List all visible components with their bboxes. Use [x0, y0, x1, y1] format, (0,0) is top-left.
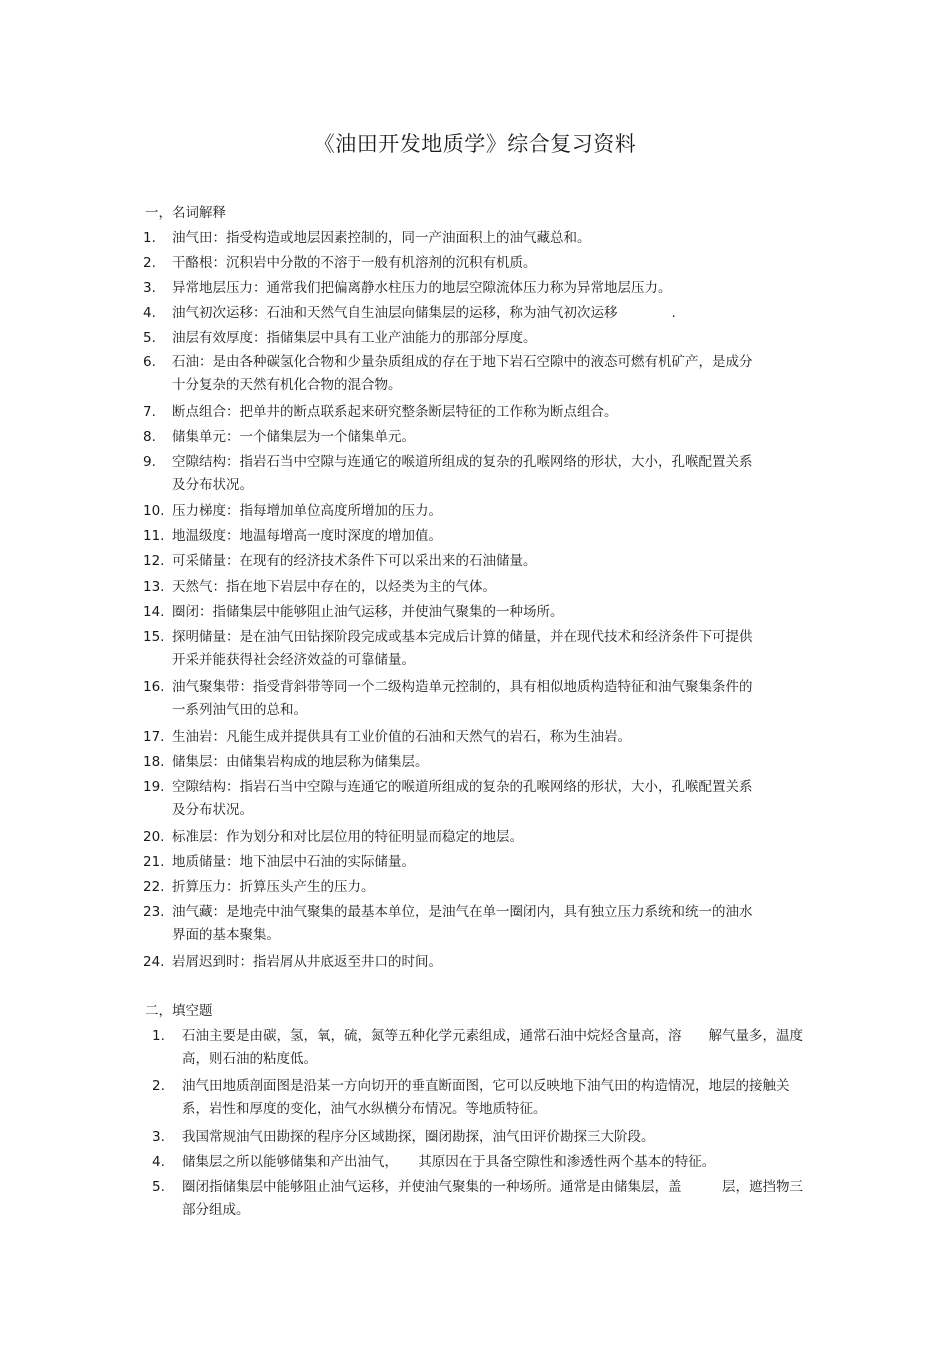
term-text: 油气田：指受构造或地层因素控制的，同一产油面积上的油气藏总和。: [172, 230, 591, 246]
term-number: 9.: [143, 454, 156, 470]
term-text: 油气聚集带：指受背斜带等同一个二级构造单元控制的，具有相似地质构造特征和油气聚集条件的一系列油气田的总和。: [172, 679, 753, 718]
term-text: 天然气：指在地下岩层中存在的，以烃类为主的气体。: [172, 579, 496, 595]
term-text: 空隙结构：指岩石当中空隙与连通它的喉道所组成的复杂的孔喉网络的形状，大小，孔喉配置关系及分布状况。: [172, 454, 753, 493]
term-item: [143, 951, 753, 974]
term-text: 岩屑迟到时：指岩屑从井底返至井口的时间。: [172, 954, 442, 970]
fill-number: 3.: [152, 1129, 165, 1145]
term-item: [143, 851, 753, 874]
term-number: 4.: [143, 305, 156, 321]
term-number: 12.: [143, 553, 165, 569]
term-number: 7.: [143, 404, 156, 420]
term-number: 22.: [143, 879, 165, 895]
term-number: 14.: [143, 604, 165, 620]
fill-number: 5.: [152, 1179, 165, 1195]
document-title: 《油田开发地质学》综合复习资料: [313, 132, 637, 156]
term-item: [143, 576, 753, 599]
term-item: [143, 776, 753, 822]
term-text: 标准层：作为划分和对比层位用的特征明显而稳定的地层。: [172, 829, 523, 845]
term-item: [143, 451, 753, 497]
term-number: 13.: [143, 579, 165, 595]
term-number: 3.: [143, 280, 156, 296]
term-number: 23.: [143, 904, 165, 920]
term-text: 空隙结构：指岩石当中空隙与连通它的喉道所组成的复杂的孔喉网络的形状，大小，孔喉配置关系及分布状况。: [172, 779, 753, 818]
term-number: 6.: [143, 354, 156, 370]
fill-text: 石油主要是由碳，氢，氧，硫，氮等五种化学元素组成，通常石油中烷烃含量高，溶 解气量多，温度高，则石油的粘度低。: [182, 1028, 803, 1067]
fill-item: [152, 1151, 812, 1174]
term-number: 10.: [143, 503, 165, 519]
term-item: [143, 826, 753, 849]
fill-item: [152, 1025, 812, 1071]
term-item: [143, 601, 753, 624]
term-text: 地质储量：地下油层中石油的实际储量。: [172, 854, 415, 870]
term-item: [143, 626, 753, 672]
fill-text: 储集层之所以能够储集和产出油气， 其原因在于具备空隙性和渗透性两个基本的特征。: [182, 1154, 716, 1170]
term-number: 15.: [143, 629, 165, 645]
fill-number: 4.: [152, 1154, 165, 1170]
term-text: 地温级度：地温每增高一度时深度的增加值。: [172, 528, 442, 544]
term-number: 17.: [143, 729, 165, 745]
term-text: 干酪根：沉积岩中分散的不溶于一般有机溶剂的沉积有机质。: [172, 255, 537, 271]
term-text: 生油岩：凡能生成并提供具有工业价值的石油和天然气的岩石，称为生油岩。: [172, 729, 631, 745]
term-text: 油气初次运移：石油和天然气自生油层向储集层的运移，称为油气初次运移 .: [172, 305, 676, 321]
fill-item: [152, 1126, 812, 1149]
term-text: 圈闭：指储集层中能够阻止油气运移，并使油气聚集的一种场所。: [172, 604, 564, 620]
term-item: [143, 227, 753, 250]
fill-text: 圈闭指储集层中能够阻止油气运移，并使油气聚集的一种场所。通常是由储集层，盖 层，遮挡物三部分组成。: [182, 1179, 803, 1218]
term-item: [143, 426, 753, 449]
fill-number: 1.: [152, 1028, 165, 1044]
term-item: [143, 252, 753, 275]
fill-text: 油气田地质剖面图是沿某一方向切开的垂直断面图，它可以反映地下油气田的构造情况，地层的接触关系，岩性和厚度的变化，油气水纵横分布情况。等地质特征。: [182, 1078, 790, 1117]
term-text: 断点组合：把单井的断点联系起来研究整条断层特征的工作称为断点组合。: [172, 404, 618, 420]
term-item: [143, 401, 753, 424]
term-text: 石油：是由各种碳氢化合物和少量杂质组成的存在于地下岩石空隙中的液态可燃有机矿产，是成分十分复杂的天然有机化合物的混合物。: [172, 354, 753, 393]
term-number: 21.: [143, 854, 165, 870]
term-item: [143, 876, 753, 899]
term-number: 18.: [143, 754, 165, 770]
term-item: [143, 525, 753, 548]
section-heading-fill: 二，填空题: [145, 1003, 213, 1019]
term-text: 油层有效厚度：指储集层中具有工业产油能力的那部分厚度。: [172, 330, 537, 346]
term-text: 探明储量：是在油气田钻探阶段完成或基本完成后计算的储量，并在现代技术和经济条件下可提供开采并能获得社会经济效益的可靠储量。: [172, 629, 753, 668]
term-number: 11.: [143, 528, 165, 544]
fill-text: 我国常规油气田勘探的程序分区域勘探，圈闭勘探，油气田评价勘探三大阶段。: [182, 1129, 655, 1145]
term-item: [143, 751, 753, 774]
term-text: 异常地层压力：通常我们把偏离静水柱压力的地层空隙流体压力称为异常地层压力。: [172, 280, 672, 296]
term-item: [143, 327, 753, 350]
term-item: [143, 901, 753, 947]
term-item: [143, 277, 753, 300]
fill-number: 2.: [152, 1078, 165, 1094]
section-heading-terms: 一，名词解释: [145, 205, 226, 221]
term-text: 可采储量：在现有的经济技术条件下可以采出来的石油储量。: [172, 553, 537, 569]
term-item: [143, 550, 753, 573]
term-text: 储集层：由储集岩构成的地层称为储集层。: [172, 754, 429, 770]
term-number: 8.: [143, 429, 156, 445]
term-number: 19.: [143, 779, 165, 795]
term-text: 储集单元：一个储集层为一个储集单元。: [172, 429, 415, 445]
term-text: 油气藏：是地壳中油气聚集的最基本单位，是油气在单一圈闭内，具有独立压力系统和统一的油水界面的基本聚集。: [172, 904, 753, 943]
term-item: [143, 726, 753, 749]
term-item: [143, 676, 753, 722]
term-item: [143, 500, 753, 523]
term-item: [143, 302, 753, 325]
term-item: [143, 351, 753, 397]
term-number: 2.: [143, 255, 156, 271]
term-text: 压力梯度：指每增加单位高度所增加的压力。: [172, 503, 442, 519]
term-number: 24.: [143, 954, 165, 970]
term-number: 16.: [143, 679, 165, 695]
fill-item: [152, 1075, 812, 1121]
term-number: 20.: [143, 829, 165, 845]
term-number: 1.: [143, 230, 156, 246]
fill-item: [152, 1176, 812, 1222]
term-number: 5.: [143, 330, 156, 346]
term-text: 折算压力：折算压头产生的压力。: [172, 879, 375, 895]
